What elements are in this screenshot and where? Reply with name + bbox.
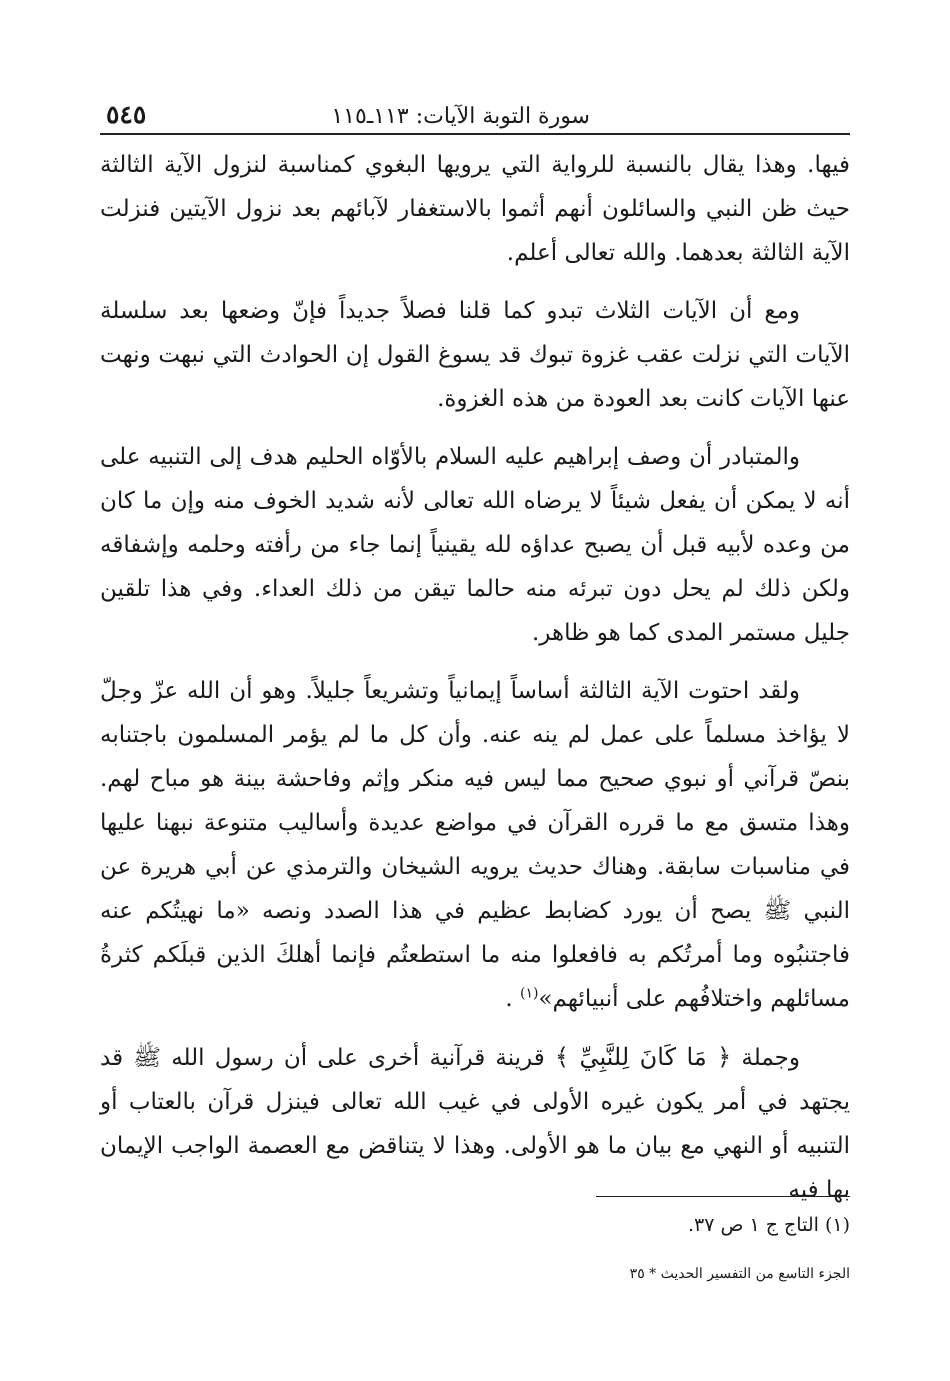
printer-signature: الجزء التاسع من التفسير الحديث * ٣٥ (629, 1266, 850, 1282)
quran-quote: ﴿ مَا كَانَ لِلنَّبِيِّ ﴾ (554, 1043, 732, 1071)
paragraph-5-rest: قرينة قرآنية أخرى على أن رسول الله ﷺ قد يجتهد في أمر يكون غيره الأولى في غيب الله تعالى فينزل قرآن بالعتاب أو التنبيه أو النهي مع بيان ما هو الأولى. وهذا لا يتناقض مع العصمة الواجب الإيمان بها فيه (100, 1045, 850, 1203)
paragraph-2: ومع أن الآيات الثلاث تبدو كما قلنا فصلاً جديداً فإنّ وضعها بعد سلسلة الآيات التي نزلت عقب غزوة تبوك قد يسوغ القول إن الحوادث التي نبهت ونهت عنها الآيات كانت بعد العودة من هذه الغزوة. (100, 298, 850, 412)
paragraph-5 (100, 1035, 850, 1212)
paragraph-1: فيها. وهذا يقال بالنسبة للرواية التي يرويها البغوي كمناسبة لنزول الآية الثالثة حيث ظن النبي والسائلون أنهم أثموا بالاستغفار لآبائهم بعد نزول الآيتين فنزلت الآية الثالثة بعدهما. والله تعالى أعلم. (100, 152, 851, 266)
paragraph-5-start: وجملة (741, 1045, 800, 1071)
footnote: (١) التاج ج ١ ص ٣٧. (687, 1214, 850, 1236)
header-divider (100, 133, 850, 135)
running-header (100, 100, 850, 136)
footnote-reference: (١) (519, 985, 539, 1002)
paragraph-3: والمتبادر أن وصف إبراهيم عليه السلام بالأوّاه الحليم هدف إلى التنبيه على أنه لا يمكن أن يفعل شيئاً لا يرضاه الله تعالى لأنه شديد الخوف منه وإن ما كان من وعده لأبيه قبل أن يصبح عداؤه لله يقينياً إنما جاء من رأفته وحلمه وإشفاقه ولكن ذلك لم يحل دون تبرئه منه حالما تيقن من ذلك العداء. وفي هذا تلقين جليل مستمر المدى كما هو ظاهر. (100, 444, 850, 646)
footnote-divider (596, 1196, 850, 1197)
paragraph-4 (100, 669, 850, 1021)
paragraph-4-text: ولقد احتوت الآية الثالثة أساساً إيمانياً وتشريعاً جليلاً. وهو أن الله عزّ وجلّ لا يؤاخذ مسلماً على عمل لم ينه عنه. وأن كل ما لم يؤمر المسلمون باجتنابه بنصّ قرآني أو نبوي صحيح مما ليس فيه منكر وإثم وفاحشة بينة هو مباح لهم. وهذا متسق مع ما قرره القرآن في مواضع عديدة وأساليب متنوعة نبهنا عليها في مناسبات سابقة. وهناك حديث يرويه الشيخان والترمذي عن أبي هريرة عن النبي ﷺ يصح أن يورد كضابط عظيم في هذا الصدد ونصه «ما نهيتُكم عنه فاجتنبُوه وما أمرتُكم به فافعلوا منه ما استطعتُم فإنما أهلكَ الذين قبلَكم كثرةُ مسائلهم واختلافُهم على أنبيائهم» (100, 678, 850, 1012)
header-title: سورة التوبة الآيات: ١١٣ـ١١٥ (331, 104, 590, 129)
paragraph-4-end: . (505, 986, 513, 1012)
main-text (100, 143, 850, 1226)
page-number: ٥٤٥ (106, 100, 147, 129)
